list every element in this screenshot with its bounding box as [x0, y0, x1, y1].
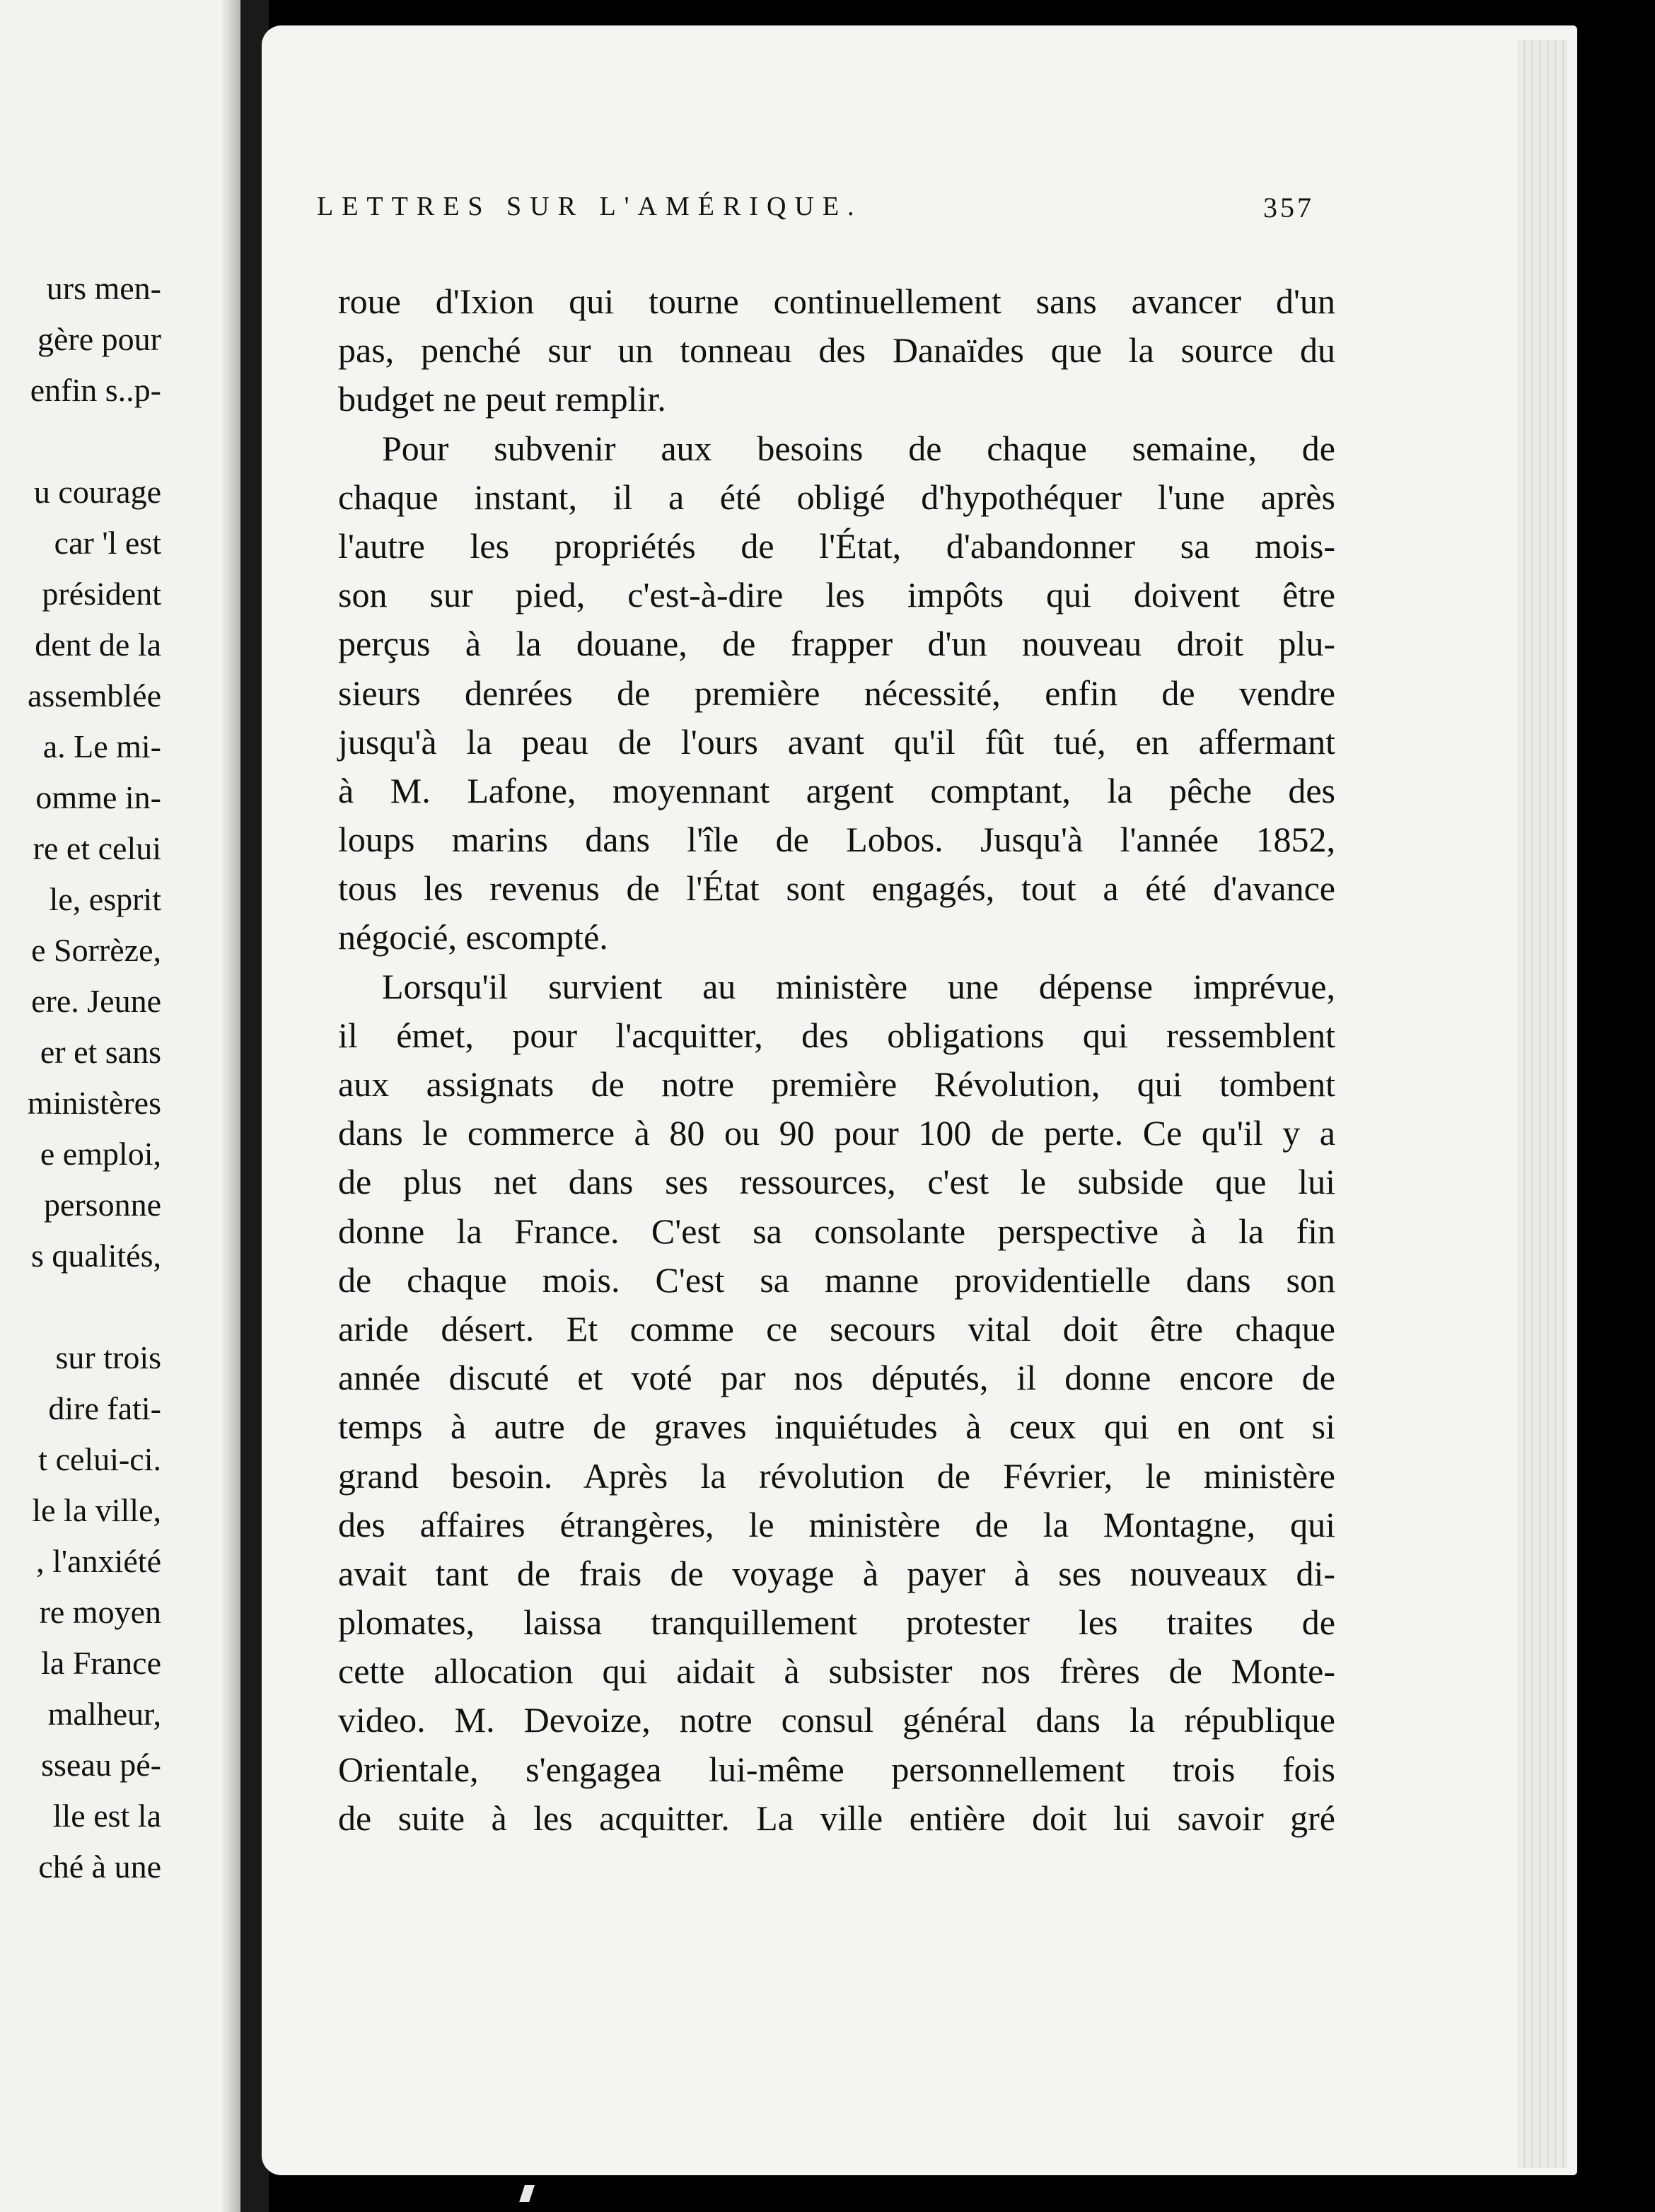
- text-line: perçus à la douane, de frapper d'un nouveau droit plu-: [338, 624, 1335, 664]
- text-line: tous les revenus de l'État sont engagés, tout a été d'avance: [338, 868, 1335, 909]
- text-line: chaque instant, il a été obligé d'hypothéquer l'une après: [338, 477, 1335, 517]
- text-line: négocié, escompté.: [338, 917, 608, 957]
- text-line: aux assignats de notre première Révolution, qui tombent: [338, 1064, 1335, 1104]
- left-page-line: gère pour: [37, 321, 161, 357]
- text-line: son sur pied, c'est-à-dire les impôts qui doivent être: [338, 575, 1335, 615]
- text-line: jusqu'à la peau de l'ours avant qu'il fût tué, en affermant: [338, 721, 1335, 762]
- left-page-line: car 'l est: [54, 525, 161, 561]
- left-page: [0, 0, 240, 2212]
- page-number: 357: [1263, 192, 1314, 223]
- text-line: budget ne peut remplir.: [338, 379, 666, 419]
- left-page-line: personne: [43, 1187, 161, 1223]
- body-text: [338, 277, 1335, 1843]
- left-page-line: enfin s..p-: [30, 372, 161, 408]
- left-page-line: t celui-ci.: [38, 1441, 161, 1477]
- left-page-line: re et celui: [33, 830, 161, 866]
- left-page-line: e Sorrèze,: [31, 932, 161, 968]
- text-line: grand besoin. Après la révolution de Février, le ministère: [338, 1455, 1335, 1496]
- page-edges: [1518, 40, 1567, 2168]
- left-page-line: , l'anxiété: [36, 1543, 161, 1579]
- left-page-line: [0, 1281, 161, 1332]
- text-line: à M. Lafone, moyennant argent comptant, la pêche des: [338, 770, 1335, 810]
- left-page-line: e emploi,: [40, 1136, 161, 1172]
- text-line: il émet, pour l'acquitter, des obligations qui ressemblent: [338, 1015, 1335, 1055]
- left-page-line: sseau pé-: [41, 1747, 161, 1783]
- text-line: sieurs denrées de première nécessité, enfin de vendre: [338, 673, 1335, 713]
- left-page-line: dire fati-: [48, 1390, 161, 1426]
- text-line: Pour subvenir aux besoins de chaque semaine, de: [382, 428, 1335, 468]
- text-line: l'autre les propriétés de l'État, d'abandonner sa mois-: [338, 525, 1335, 566]
- text-line: pas, penché sur un tonneau des Danaïdes que la source du: [338, 330, 1335, 371]
- left-page-line: président: [42, 576, 161, 612]
- left-page-line: er et sans: [40, 1034, 161, 1070]
- text-line: Lorsqu'il survient au ministère une dépense imprévue,: [382, 966, 1335, 1006]
- left-page-line: le la ville,: [32, 1492, 161, 1528]
- text-line: Orientale, s'engagea lui-même personnellement trois fois: [338, 1749, 1335, 1789]
- text-line: temps à autre de graves inquiétudes à ceux qui en ont si: [338, 1407, 1335, 1447]
- text-line: de chaque mois. C'est sa manne providentielle dans son: [338, 1259, 1335, 1300]
- gutter-shadow: [221, 0, 240, 2212]
- scan-mark: [519, 2185, 535, 2202]
- left-page-text: [0, 263, 161, 1892]
- left-page-line: ministères: [27, 1085, 161, 1121]
- left-page-line: sur trois: [55, 1339, 161, 1375]
- text-line: avait tant de frais de voyage à payer à ses nouveaux di-: [338, 1553, 1335, 1593]
- left-page-line: u courage: [33, 474, 161, 510]
- text-line: loups marins dans l'île de Lobos. Jusqu'à l'année 1852,: [338, 820, 1335, 860]
- text-line: année discuté et voté par nos députés, il donne encore de: [338, 1358, 1335, 1398]
- text-line: des affaires étrangères, le ministère de la Montagne, qui: [338, 1504, 1335, 1544]
- text-line: donne la France. C'est sa consolante perspective à la fin: [338, 1211, 1335, 1251]
- left-page-line: le, esprit: [49, 881, 161, 917]
- left-page-line: omme in-: [35, 779, 161, 815]
- text-line: de suite à les acquitter. La ville entière doit lui savoir gré: [338, 1798, 1335, 1838]
- left-page-line: lle est la: [52, 1798, 161, 1834]
- running-title: LETTRES SUR L'AMÉRIQUE.: [317, 192, 863, 221]
- text-line: plomates, laissa tranquillement protester les traites de: [338, 1602, 1335, 1643]
- text-line: de plus net dans ses ressources, c'est le subside que lui: [338, 1162, 1335, 1202]
- text-line: aride désert. Et comme ce secours vital doit être chaque: [338, 1308, 1335, 1349]
- left-page-line: la France: [41, 1645, 161, 1681]
- left-page-line: dent de la: [35, 627, 161, 663]
- left-page-line: ché à une: [38, 1849, 161, 1885]
- text-line: video. M. Devoize, notre consul général dans la république: [338, 1700, 1335, 1740]
- left-page-line: urs men-: [46, 270, 161, 306]
- text-line: roue d'Ixion qui tourne continuellement sans avancer d'un: [338, 281, 1335, 321]
- left-page-line: [0, 416, 161, 467]
- left-page-line: s qualités,: [31, 1238, 161, 1274]
- running-head: [317, 191, 1314, 233]
- left-page-line: assemblée: [27, 677, 161, 714]
- left-page-line: ere. Jeune: [31, 983, 161, 1019]
- left-page-line: re moyen: [39, 1594, 161, 1630]
- text-line: dans le commerce à 80 ou 90 pour 100 de perte. Ce qu'il y a: [338, 1113, 1335, 1153]
- text-line: cette allocation qui aidait à subsister nos frères de Monte-: [338, 1651, 1335, 1692]
- left-page-line: malheur,: [47, 1696, 161, 1732]
- left-page-line: a. Le mi-: [42, 728, 161, 764]
